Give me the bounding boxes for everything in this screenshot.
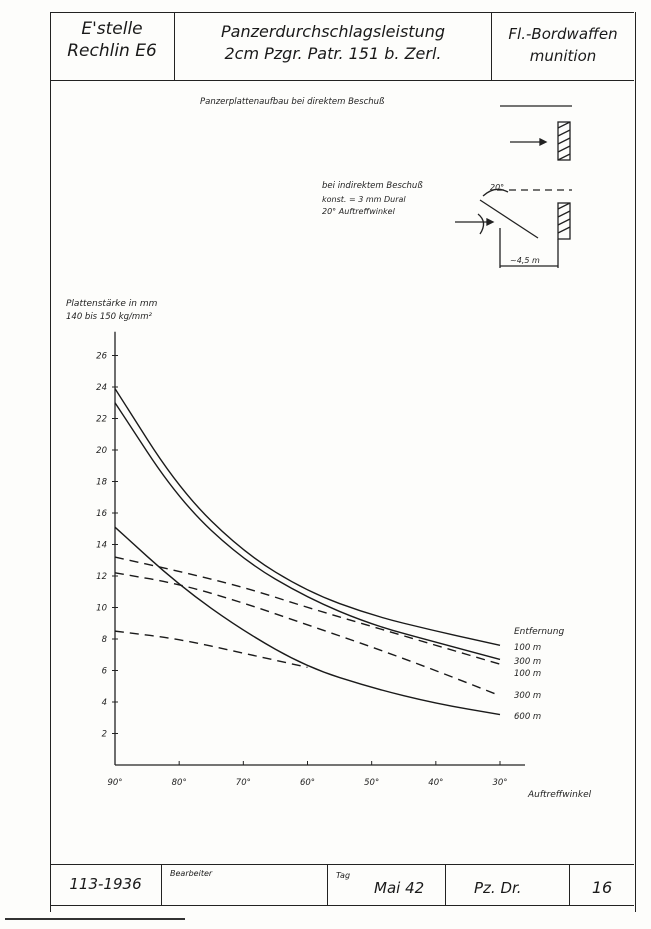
title-line-2: 2cm Pzgr. Patr. 151 b. Zerl. <box>224 44 442 63</box>
legend-entry: 600 m <box>514 712 542 722</box>
bearbeiter-label: Bearbeiter <box>162 865 328 905</box>
category-line-2: munition <box>529 47 597 65</box>
y-tick-label: 6 <box>101 666 107 677</box>
indirect-line-1: bei indirektem Beschuß <box>322 181 423 191</box>
date-value: Mai 42 <box>374 879 425 897</box>
signature: Pz. Dr. <box>446 865 570 905</box>
chart-series <box>115 389 500 715</box>
series-line <box>115 403 500 660</box>
series-line <box>115 557 500 664</box>
direct-arrow-head <box>540 139 546 145</box>
chart-axes <box>115 332 525 765</box>
y-tick-label: 2 <box>101 729 107 740</box>
chart-legend <box>514 627 564 722</box>
y-axis-label: Plattenstärke in mm <box>66 299 158 309</box>
footer-table <box>50 864 634 906</box>
y-tick-label: 16 <box>96 509 107 519</box>
y-tick-label: 24 <box>96 383 107 393</box>
direct-fire-label: Panzerplattenaufbau bei direktem Beschuß <box>200 97 385 107</box>
office-line-1: E'stelle <box>81 19 143 39</box>
x-tick-label: 80° <box>171 778 187 788</box>
y-axis-sublabel: 140 bis 150 kg/mm² <box>66 312 152 322</box>
legend-entry: 100 m <box>514 669 542 679</box>
y-tick-label: 8 <box>101 635 107 645</box>
series-line <box>115 527 500 714</box>
legend-entry: 100 m <box>514 643 542 653</box>
title-line-1: Panzerdurchschlagsleistung <box>220 22 446 41</box>
x-tick-label: 30° <box>492 778 508 788</box>
indirect-line-2: konst. = 3 mm Dural <box>322 195 406 204</box>
indirect-line-3: 20° Auftreffwinkel <box>322 207 395 216</box>
setup-diagram <box>200 97 572 268</box>
x-tick-label: 70° <box>235 778 251 788</box>
x-tick-label: 90° <box>107 778 123 788</box>
page-number: 16 <box>591 878 613 897</box>
y-tick-label: 26 <box>96 351 107 362</box>
scan-edge-mark <box>5 910 185 920</box>
x-tick-label: 50° <box>364 778 380 788</box>
y-tick-label: 14 <box>96 540 107 551</box>
y-tick-label: 10 <box>96 603 107 614</box>
angle-label: 20° <box>490 183 505 192</box>
x-tick-label: 60° <box>299 778 316 788</box>
y-tick-label: 22 <box>96 414 107 425</box>
chart-ticks <box>96 352 507 789</box>
y-tick-label: 20 <box>96 446 107 456</box>
legend-entry: 300 m <box>514 691 542 701</box>
legend-entry: 300 m <box>514 657 542 667</box>
tag-label: Tag <box>336 871 351 880</box>
dural-sheet <box>480 200 538 238</box>
x-axis-label: Auftreffwinkel <box>528 790 592 800</box>
series-line <box>115 631 308 667</box>
deflect-arc <box>478 214 484 234</box>
date-cell <box>328 865 446 905</box>
office-line-2: Rechlin E6 <box>67 41 157 61</box>
x-tick-label: 40° <box>428 778 444 788</box>
doc-number: 113-1936 <box>50 865 162 905</box>
series-line <box>115 573 500 696</box>
distance-label: ~4,5 m <box>510 256 540 265</box>
y-tick-label: 18 <box>96 477 107 488</box>
legend-title: Entfernung <box>514 627 565 637</box>
indirect-arrow-head <box>487 219 493 225</box>
category-line-1: Fl.-Bordwaffen <box>508 25 618 43</box>
y-tick-label: 12 <box>96 572 107 582</box>
y-tick-label: 4 <box>101 698 107 708</box>
